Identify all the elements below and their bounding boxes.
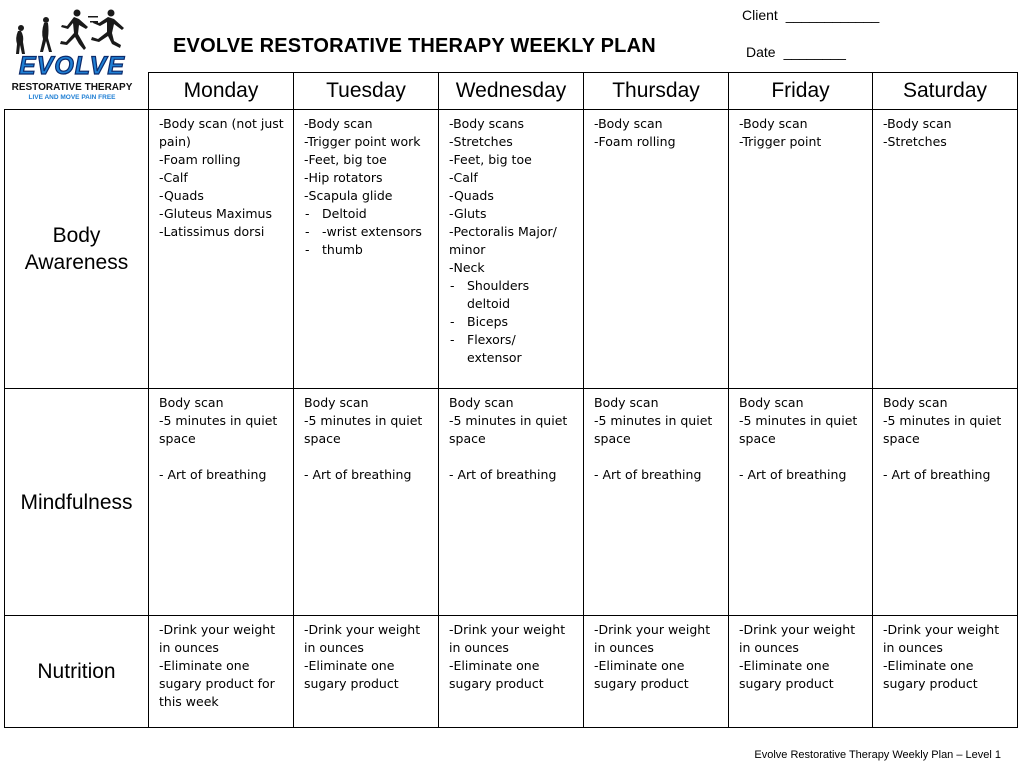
- plan-item: sugary product: [304, 676, 399, 691]
- plan-item: in ounces: [739, 640, 799, 655]
- plan-item: -Stretches: [449, 134, 513, 149]
- logo-tagline: LIVE AND MOVE PAIN FREE: [28, 94, 116, 101]
- row-label-line: Mindfulness: [20, 490, 133, 514]
- plan-item: -Calf: [159, 170, 188, 185]
- plan-cell-mindfulness-friday[interactable]: [729, 389, 873, 616]
- plan-item: -Quads: [159, 188, 204, 203]
- plan-item: [304, 448, 432, 466]
- plan-item: -Trigger point work: [304, 134, 421, 149]
- plan-cell-nutrition-tuesday[interactable]: [294, 616, 439, 728]
- client-label: Client: [742, 7, 778, 23]
- plan-item: space: [159, 431, 196, 446]
- plan-item: sugary product for: [159, 676, 275, 691]
- plan-item: -5 minutes in quiet: [304, 413, 423, 428]
- day-header-wednesday: Wednesday: [439, 73, 584, 110]
- plan-item: Body scan: [739, 395, 804, 410]
- row-label-line: Body: [52, 224, 101, 247]
- weekly-plan-table: [4, 72, 1018, 728]
- plan-item: -5 minutes in quiet: [739, 413, 858, 428]
- logo-subtitle: RESTORATIVE THERAPY: [11, 82, 133, 93]
- plan-item: [449, 448, 577, 466]
- plan-cell-nutrition-thursday[interactable]: [584, 616, 729, 728]
- plan-item: - Deltoid: [304, 205, 432, 223]
- plan-item: in ounces: [449, 640, 509, 655]
- plan-item: -Stretches: [883, 134, 947, 149]
- plan-item: -Latissimus dorsi: [159, 224, 265, 239]
- plan-item: this week: [159, 694, 219, 709]
- plan-item: -5 minutes in quiet: [449, 413, 568, 428]
- plan-item: pain): [159, 134, 191, 149]
- plan-item: -Pectoralis Major/: [449, 224, 557, 239]
- evolution-figures-icon: [16, 10, 124, 55]
- client-field[interactable]: [742, 7, 879, 23]
- plan-item: -Body scan: [594, 116, 663, 131]
- plan-item: sugary product: [883, 676, 978, 691]
- plan-item: -Eliminate one: [739, 658, 830, 673]
- plan-item: - Art of breathing: [159, 467, 267, 482]
- plan-item: -Gluteus Maximus: [159, 206, 272, 221]
- plan-item: -Body scan: [739, 116, 808, 131]
- plan-item: -Eliminate one: [304, 658, 395, 673]
- plan-item: - Art of breathing: [739, 467, 847, 482]
- plan-item: minor: [449, 242, 486, 257]
- plan-cell-mindfulness-saturday[interactable]: [873, 389, 1018, 616]
- plan-item: in ounces: [594, 640, 654, 655]
- plan-item: [159, 448, 287, 466]
- plan-item: -Neck: [449, 260, 485, 275]
- plan-item: in ounces: [159, 640, 219, 655]
- plan-item: extensor: [467, 350, 522, 365]
- plan-item: - -wrist extensors: [304, 223, 432, 241]
- plan-item: [739, 448, 866, 466]
- plan-cell-nutrition-saturday[interactable]: [873, 616, 1018, 728]
- plan-cell-body-awareness-saturday[interactable]: [873, 110, 1018, 389]
- plan-item: - Flexors/: [449, 331, 577, 349]
- footer-text: Evolve Restorative Therapy Weekly Plan – Level 1: [754, 749, 1001, 761]
- plan-cell-nutrition-monday[interactable]: [149, 616, 294, 728]
- plan-item: -Foam rolling: [594, 134, 676, 149]
- plan-item: -Body scan: [304, 116, 373, 131]
- client-blank[interactable]: ____________: [785, 7, 880, 23]
- day-header-tuesday: Tuesday: [294, 73, 439, 110]
- plan-item: space: [739, 431, 776, 446]
- plan-item: Body scan: [883, 395, 948, 410]
- plan-item: -Drink your weight: [594, 622, 711, 637]
- plan-cell-mindfulness-monday[interactable]: [149, 389, 294, 616]
- row-nutrition: [5, 616, 1018, 728]
- plan-item: -Eliminate one: [449, 658, 540, 673]
- plan-item: - Shoulders: [449, 277, 577, 295]
- plan-item: deltoid: [467, 296, 511, 311]
- date-field[interactable]: [746, 44, 846, 60]
- plan-item: -Drink your weight: [883, 622, 1000, 637]
- day-header-saturday: Saturday: [873, 73, 1018, 110]
- row-label-body-awareness: [5, 110, 149, 389]
- plan-item: -Hip rotators: [304, 170, 383, 185]
- date-blank[interactable]: ________: [783, 44, 846, 60]
- plan-item: - thumb: [304, 241, 432, 259]
- row-mindfulness: [5, 389, 1018, 616]
- plan-item: in ounces: [304, 640, 364, 655]
- plan-cell-nutrition-friday[interactable]: [729, 616, 873, 728]
- plan-item: -Body scans: [449, 116, 525, 131]
- plan-item: Body scan: [449, 395, 514, 410]
- plan-item: -Calf: [449, 170, 478, 185]
- plan-item: -5 minutes in quiet: [883, 413, 1002, 428]
- page-title: EVOLVE RESTORATIVE THERAPY WEEKLY PLAN: [173, 35, 656, 57]
- plan-item: - Art of breathing: [304, 467, 412, 482]
- plan-cell-mindfulness-tuesday[interactable]: [294, 389, 439, 616]
- plan-item: - Art of breathing: [883, 467, 991, 482]
- plan-item: -Feet, big toe: [449, 152, 532, 167]
- plan-cell-body-awareness-tuesday[interactable]: [294, 110, 439, 389]
- plan-item: - Biceps: [449, 313, 577, 331]
- plan-item: sugary product: [449, 676, 544, 691]
- row-label-nutrition: [5, 616, 149, 728]
- plan-item: -Feet, big toe: [304, 152, 387, 167]
- plan-item: sugary product: [594, 676, 689, 691]
- row-label-mindfulness: [5, 389, 149, 616]
- plan-item: [883, 448, 1011, 466]
- plan-item: sugary product: [739, 676, 834, 691]
- plan-item: [594, 448, 722, 466]
- plan-item: space: [883, 431, 920, 446]
- plan-item: Body scan: [159, 395, 224, 410]
- plan-cell-mindfulness-thursday[interactable]: [584, 389, 729, 616]
- plan-item: -Foam rolling: [159, 152, 241, 167]
- plan-item: -Eliminate one: [594, 658, 685, 673]
- plan-cell-body-awareness-monday[interactable]: [149, 110, 294, 389]
- plan-item: space: [304, 431, 341, 446]
- plan-cell-body-awareness-thursday[interactable]: [584, 110, 729, 389]
- row-label-line: Nutrition: [37, 660, 116, 683]
- date-label: Date: [746, 44, 776, 60]
- plan-item: -Body scan (not just: [159, 116, 284, 131]
- plan-item: -Eliminate one: [159, 658, 250, 673]
- day-header-row: [5, 73, 1018, 110]
- plan-cell-nutrition-wednesday[interactable]: [439, 616, 584, 728]
- plan-item: -Drink your weight: [739, 622, 856, 637]
- plan-item: Body scan: [304, 395, 369, 410]
- day-header-monday: Monday: [149, 73, 294, 110]
- plan-item: -Drink your weight: [449, 622, 566, 637]
- row-label-line: Awareness: [24, 251, 129, 274]
- plan-cell-body-awareness-wednesday[interactable]: [439, 110, 584, 389]
- plan-cell-body-awareness-friday[interactable]: [729, 110, 873, 389]
- plan-item: -Trigger point: [739, 134, 822, 149]
- plan-item: in ounces: [883, 640, 943, 655]
- plan-item: - Art of breathing: [449, 467, 557, 482]
- logo-wordmark: EVOLVE: [18, 52, 126, 80]
- plan-item: -Body scan: [883, 116, 952, 131]
- corner-cell: [5, 73, 149, 110]
- plan-item: -Quads: [449, 188, 494, 203]
- plan-item: space: [449, 431, 486, 446]
- plan-item: -Scapula glide: [304, 188, 393, 203]
- plan-item: -Drink your weight: [304, 622, 421, 637]
- day-header-friday: Friday: [729, 73, 873, 110]
- plan-item: space: [594, 431, 631, 446]
- plan-item: -5 minutes in quiet: [159, 413, 278, 428]
- plan-item: -Gluts: [449, 206, 487, 221]
- plan-item: -Eliminate one: [883, 658, 974, 673]
- plan-item: -Drink your weight: [159, 622, 276, 637]
- plan-item: -5 minutes in quiet: [594, 413, 713, 428]
- plan-cell-mindfulness-wednesday[interactable]: [439, 389, 584, 616]
- plan-item: Body scan: [594, 395, 659, 410]
- day-header-thursday: Thursday: [584, 73, 729, 110]
- plan-item: - Art of breathing: [594, 467, 702, 482]
- row-body-awareness: [5, 110, 1018, 389]
